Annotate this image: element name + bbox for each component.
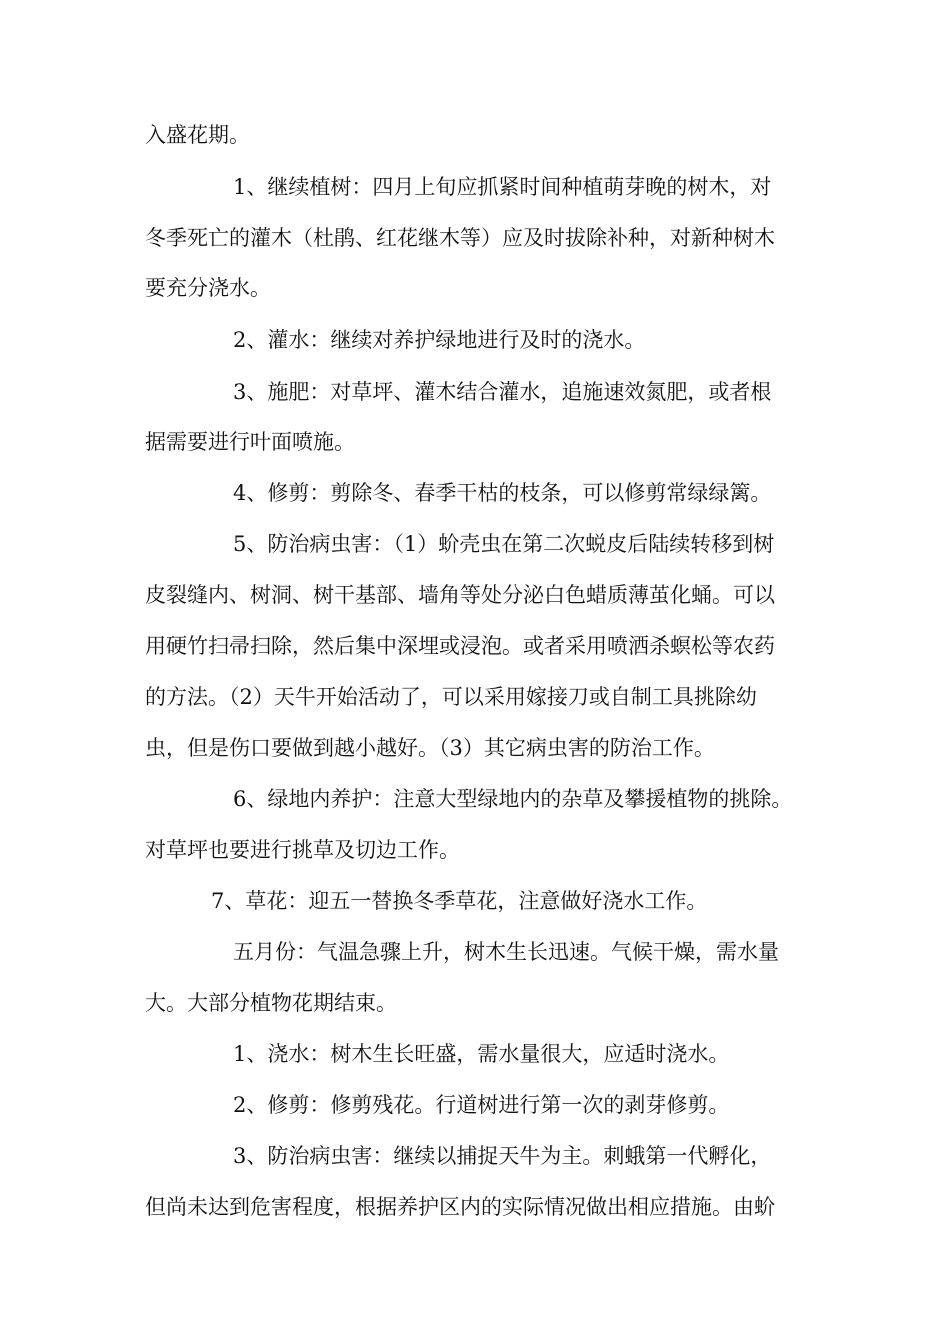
text-line: 的方法。（2）天牛开始活动了，可以采用嫁接刀或自制工具挑除幼 [145,685,757,709]
text-line: 冬季死亡的灌木（杜鹃、红花继木等）应及时拔除补种，对新种树木 [145,226,775,250]
text-line: 1、继续植树：四月上旬应抓紧时间种植萌芽晚的树木，对 [233,175,772,199]
text-line: 5、防治病虫害：（1）蚧壳虫在第二次蜕皮后陆续转移到树 [233,532,775,556]
text-line: 2、灌水：继续对养护绿地进行及时的浇水。 [233,328,646,352]
text-line: 虫，但是伤口要做到越小越好。（3）其它病虫害的防治工作。 [145,736,715,760]
text-line: 6、绿地内养护：注意大型绿地内的杂草及攀援植物的挑除。 [233,787,793,811]
text-line: 3、防治病虫害：继续以捕捉天牛为主。刺蛾第一代孵化， [233,1144,772,1168]
text-line: 入盛花期。 [145,123,250,147]
text-line: 4、修剪：剪除冬、春季干枯的枝条，可以修剪常绿绿篱。 [233,481,772,505]
text-line: 2、修剪：修剪残花。行道树进行第一次的剥芽修剪。 [233,1093,730,1117]
text-line: 大。大部分植物花期结束。 [145,991,397,1015]
text-line: 1、浇水：树木生长旺盛，需水量很大，应适时浇水。 [233,1042,730,1066]
text-line: 用硬竹扫帚扫除，然后集中深埋或浸泡。或者采用喷洒杀螟松等农药 [145,634,775,658]
text-line: 7、草花：迎五一替换冬季草花，注意做好浇水工作。 [211,889,708,913]
text-line: 对草坪也要进行挑草及切边工作。 [145,838,460,862]
text-line: 要充分浇水。 [145,276,271,300]
text-line: 3、施肥：对草坪、灌木结合灌水，追施速效氮肥，或者根 [233,380,772,404]
text-line: 皮裂缝内、树洞、树干基部、墙角等处分泌白色蜡质薄茧化蛹。可以 [145,583,775,607]
text-line: 五月份：气温急骤上升，树木生长迅速。气候干燥，需水量 [233,940,779,964]
text-line: 据需要进行叶面喷施。 [145,430,355,454]
text-line: 但尚未达到危害程度，根据养护区内的实际情况做出相应措施。由蚧 [145,1195,775,1219]
